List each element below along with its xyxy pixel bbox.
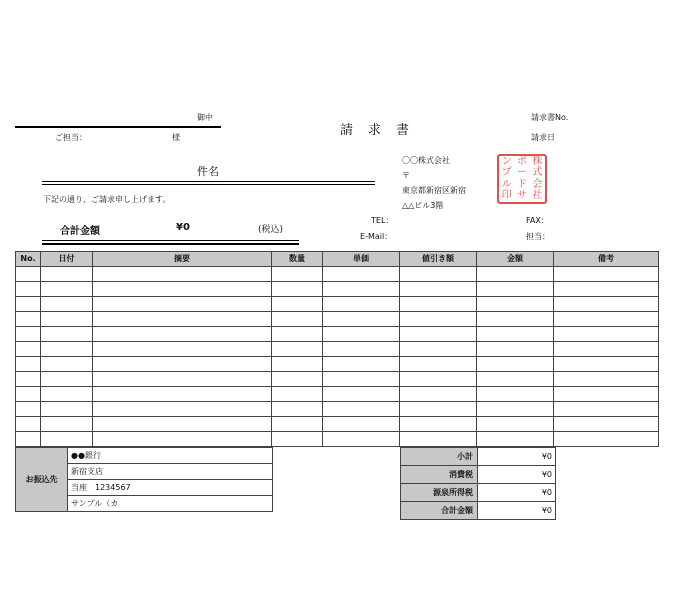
table-cell[interactable] [400, 432, 477, 447]
table-cell[interactable] [323, 342, 400, 357]
consumption-tax-value: ¥0 [478, 466, 556, 484]
table-cell[interactable] [41, 357, 93, 372]
table-cell[interactable] [477, 342, 554, 357]
table-cell[interactable] [16, 417, 41, 432]
table-cell[interactable] [41, 327, 93, 342]
table-cell[interactable] [272, 342, 323, 357]
table-cell[interactable] [323, 267, 400, 282]
table-cell[interactable] [272, 297, 323, 312]
seal-char: ド [516, 178, 527, 190]
table-cell[interactable] [16, 312, 41, 327]
table-cell[interactable] [16, 282, 41, 297]
table-cell[interactable] [554, 387, 659, 402]
table-cell[interactable] [16, 432, 41, 447]
col-header-no: No. [16, 252, 41, 267]
table-row [16, 267, 659, 282]
email-label: E-Mail： [360, 232, 393, 241]
table-cell[interactable] [93, 327, 272, 342]
table-cell[interactable] [272, 327, 323, 342]
col-header-amount: 金額 [477, 252, 554, 267]
table-cell[interactable] [93, 357, 272, 372]
table-cell[interactable] [93, 267, 272, 282]
invoice-no-label: 請求書No. [531, 113, 569, 122]
table-cell[interactable] [554, 417, 659, 432]
table-cell[interactable] [16, 372, 41, 387]
table-cell[interactable] [41, 372, 93, 387]
seal-char: ー [516, 167, 527, 179]
table-cell[interactable] [400, 267, 477, 282]
table-cell[interactable] [477, 387, 554, 402]
table-cell[interactable] [477, 432, 554, 447]
bank-info-table [15, 447, 273, 512]
consumption-tax-label: 消費税 [401, 466, 478, 484]
company-name: 〇〇株式会社 [402, 156, 450, 165]
table-cell[interactable] [93, 432, 272, 447]
seal-char: ポ [516, 155, 527, 167]
table-cell[interactable] [323, 387, 400, 402]
table-cell[interactable] [400, 402, 477, 417]
table-cell[interactable] [323, 312, 400, 327]
table-cell[interactable] [41, 342, 93, 357]
total-amount-label: 合計金額 [60, 226, 100, 237]
table-cell[interactable] [477, 312, 554, 327]
table-cell[interactable] [16, 267, 41, 282]
subject-underline-1 [42, 181, 375, 182]
col-header-description: 摘要 [93, 252, 272, 267]
table-cell[interactable] [323, 372, 400, 387]
onchu-label: 御中 [197, 113, 213, 122]
table-cell[interactable] [41, 297, 93, 312]
items-header-row [16, 252, 659, 267]
tax-included-note: (税込) [258, 225, 284, 235]
seal-char: ン [501, 155, 512, 167]
table-row [16, 402, 659, 417]
table-cell[interactable] [272, 282, 323, 297]
postal-mark: 〒 [402, 171, 410, 180]
table-cell[interactable] [16, 402, 41, 417]
table-cell[interactable] [16, 357, 41, 372]
table-cell[interactable] [93, 372, 272, 387]
table-cell[interactable] [400, 342, 477, 357]
table-row [16, 387, 659, 402]
subject-underline-2 [42, 184, 375, 185]
subtotal-value: ¥0 [478, 448, 556, 466]
table-cell[interactable] [41, 312, 93, 327]
table-cell[interactable] [323, 417, 400, 432]
total-underline-1 [42, 240, 299, 241]
table-cell[interactable] [93, 402, 272, 417]
table-cell[interactable] [400, 372, 477, 387]
table-cell[interactable] [477, 417, 554, 432]
table-cell[interactable] [400, 282, 477, 297]
table-cell[interactable] [41, 432, 93, 447]
table-cell[interactable] [477, 267, 554, 282]
table-cell[interactable] [41, 402, 93, 417]
table-cell[interactable] [41, 282, 93, 297]
totals-row [401, 484, 556, 502]
withholding-tax-value: ¥0 [478, 484, 556, 502]
seal-char: 式 [532, 167, 543, 179]
table-cell[interactable] [554, 282, 659, 297]
table-cell[interactable] [554, 402, 659, 417]
document-title: 請 求 書 [340, 123, 411, 138]
table-cell[interactable] [323, 297, 400, 312]
bank-account: 当座 1234567 [68, 480, 273, 496]
withholding-tax-label: 源泉所得税 [401, 484, 478, 502]
table-cell[interactable] [554, 327, 659, 342]
table-cell[interactable] [93, 417, 272, 432]
table-cell[interactable] [554, 267, 659, 282]
seal-char: 印 [501, 190, 512, 202]
sama-label: 様 [172, 133, 180, 142]
seal-char: プ [501, 167, 512, 179]
table-row [16, 372, 659, 387]
invoice-date-label: 請求日 [531, 133, 555, 142]
table-cell[interactable] [323, 357, 400, 372]
table-cell[interactable] [93, 282, 272, 297]
totals-row [401, 448, 556, 466]
table-cell[interactable] [323, 327, 400, 342]
table-cell[interactable] [477, 327, 554, 342]
totals-table [400, 447, 556, 520]
table-cell[interactable] [93, 297, 272, 312]
grand-total-label: 合計金額 [401, 502, 478, 520]
table-cell[interactable] [323, 282, 400, 297]
table-cell[interactable] [272, 312, 323, 327]
table-cell[interactable] [400, 312, 477, 327]
table-cell[interactable] [272, 267, 323, 282]
table-cell[interactable] [16, 327, 41, 342]
table-cell[interactable] [400, 297, 477, 312]
table-cell[interactable] [93, 312, 272, 327]
table-cell[interactable] [554, 342, 659, 357]
bank-account-holder: サンプル（カ [68, 496, 273, 512]
table-cell[interactable] [16, 342, 41, 357]
table-cell[interactable] [554, 357, 659, 372]
table-row [16, 282, 659, 297]
table-cell[interactable] [93, 342, 272, 357]
bank-branch: 新宿支店 [68, 464, 273, 480]
table-cell[interactable] [93, 387, 272, 402]
tel-label: TEL： [371, 216, 394, 225]
table-cell[interactable] [272, 357, 323, 372]
total-underline-2 [42, 243, 299, 245]
contact-label: 担当： [526, 232, 550, 241]
table-cell[interactable] [477, 282, 554, 297]
grand-total-value: ¥0 [478, 502, 556, 520]
table-cell[interactable] [477, 402, 554, 417]
table-cell[interactable] [477, 297, 554, 312]
table-row [16, 327, 659, 342]
tanto-label: ご担当： [55, 133, 87, 142]
table-cell[interactable] [272, 387, 323, 402]
bank-name: ●●銀行 [68, 448, 273, 464]
seal-char: 会 [532, 178, 543, 190]
table-cell[interactable] [554, 297, 659, 312]
table-row [16, 432, 659, 447]
table-cell[interactable] [16, 387, 41, 402]
table-cell[interactable] [272, 432, 323, 447]
recipient-underline [15, 126, 221, 128]
col-header-date: 日付 [41, 252, 93, 267]
total-amount-value: ¥0 [176, 222, 190, 233]
table-cell[interactable] [272, 417, 323, 432]
company-address-2: △△ビル3階 [402, 201, 444, 210]
table-cell[interactable] [400, 417, 477, 432]
table-cell[interactable] [272, 402, 323, 417]
company-seal-stamp [497, 154, 547, 204]
bank-label: お振込先 [16, 448, 68, 512]
table-cell[interactable] [16, 297, 41, 312]
table-row [16, 357, 659, 372]
seal-char: 社 [532, 190, 543, 202]
company-address-1: 東京都新宿区新宿 [402, 186, 466, 195]
col-header-quantity: 数量 [272, 252, 323, 267]
table-cell[interactable] [554, 312, 659, 327]
col-header-remarks: 備考 [554, 252, 659, 267]
col-header-discount: 値引き額 [400, 252, 477, 267]
table-row [16, 297, 659, 312]
subtotal-label: 小計 [401, 448, 478, 466]
invoice-message: 下記の通り、ご請求申し上げます。 [43, 195, 171, 204]
table-cell[interactable] [400, 327, 477, 342]
table-cell[interactable] [554, 432, 659, 447]
totals-row [401, 502, 556, 520]
table-cell[interactable] [41, 267, 93, 282]
table-row [16, 312, 659, 327]
totals-row [401, 466, 556, 484]
table-cell[interactable] [323, 432, 400, 447]
table-row [16, 342, 659, 357]
table-cell[interactable] [400, 357, 477, 372]
table-cell[interactable] [477, 372, 554, 387]
table-cell[interactable] [41, 417, 93, 432]
fax-label: FAX： [526, 216, 549, 225]
seal-char: ル [501, 178, 512, 190]
table-cell[interactable] [323, 402, 400, 417]
subject-label: 件名 [197, 165, 219, 178]
col-header-unit-price: 単価 [323, 252, 400, 267]
table-cell[interactable] [400, 387, 477, 402]
seal-char: サ [516, 190, 527, 202]
table-cell[interactable] [272, 372, 323, 387]
seal-char: 株 [532, 155, 543, 167]
table-cell[interactable] [554, 372, 659, 387]
table-row [16, 417, 659, 432]
table-cell[interactable] [41, 387, 93, 402]
items-table [15, 251, 659, 447]
table-cell[interactable] [477, 357, 554, 372]
